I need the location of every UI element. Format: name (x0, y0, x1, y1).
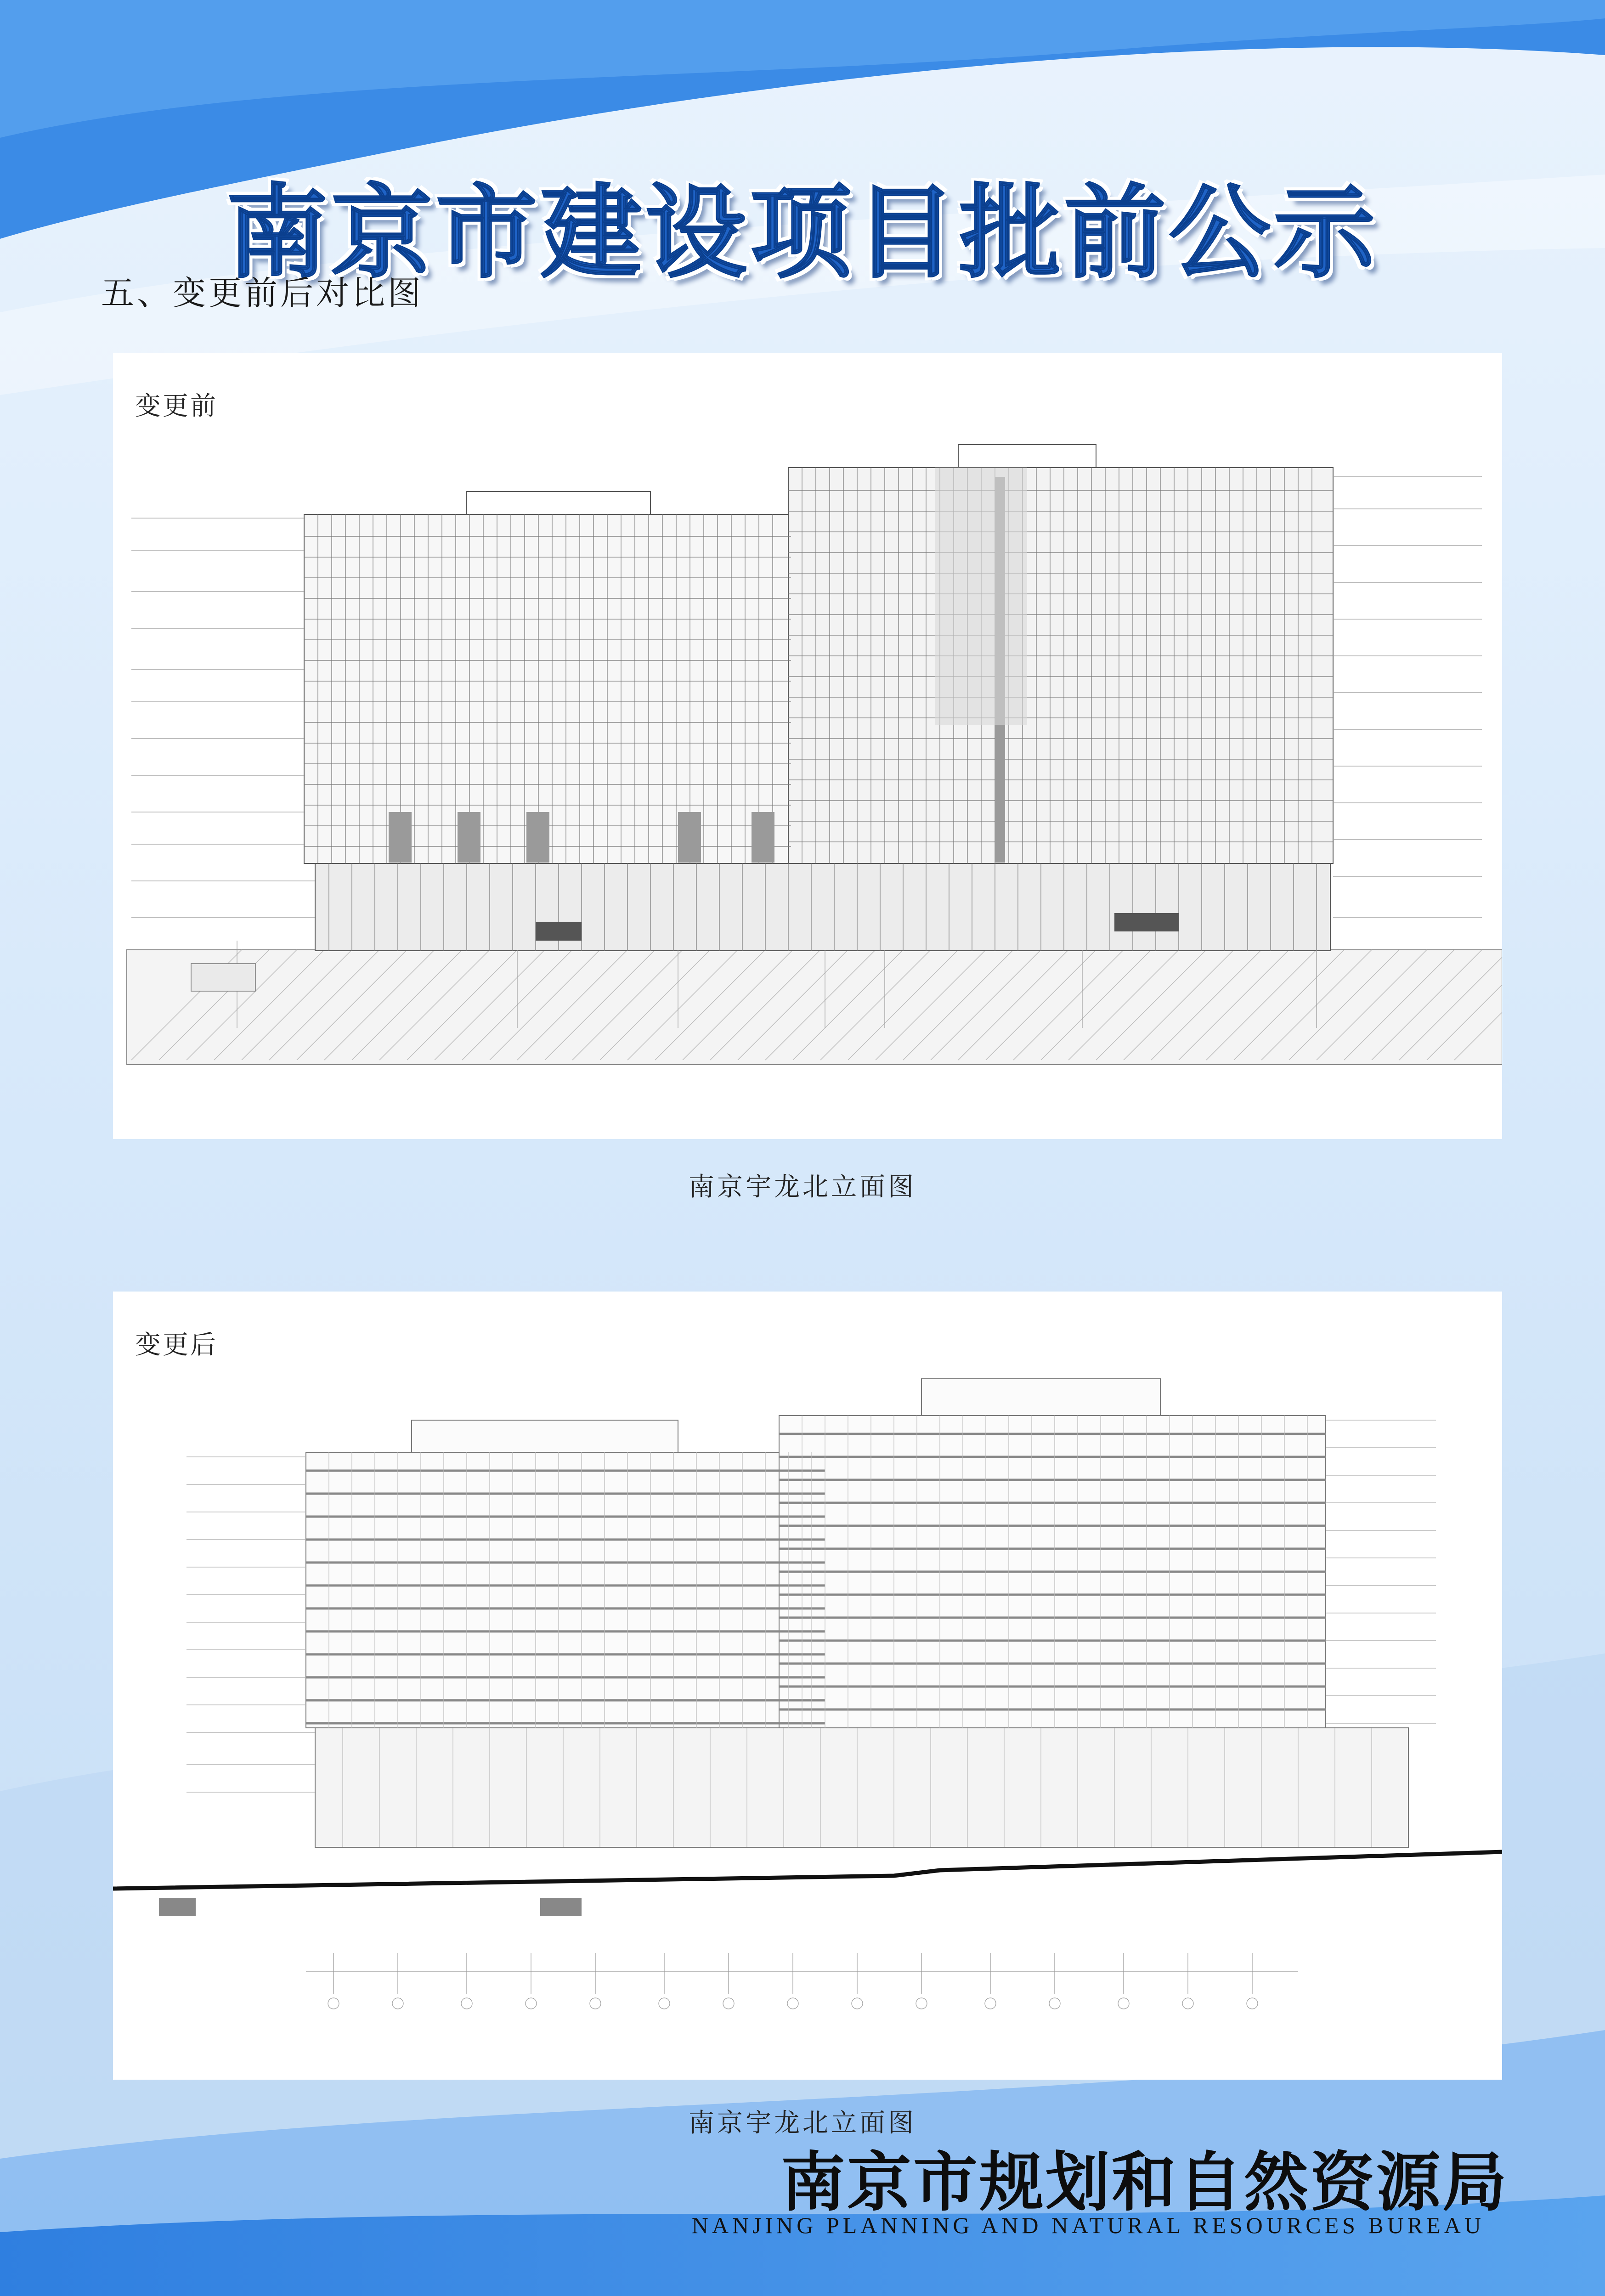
elevation-drawing-before (113, 353, 1502, 1139)
caption-after: 南京宇龙北立面图 (689, 2108, 916, 2138)
panel-label-before: 变更前 (135, 391, 218, 421)
agency-name-cn: 南京市规划和自然资源局 (780, 2145, 1509, 2220)
elevation-drawing-after (113, 1292, 1502, 2080)
agency-name-en: NANJING PLANNING AND NATURAL RESOURCES BUREAU (691, 2212, 1485, 2238)
drawing-panel-before (113, 353, 1502, 1139)
panel-label-after: 变更后 (135, 1330, 218, 1360)
section-heading: 五、变更前后对比图 (101, 274, 424, 312)
main-title: 南京市建设项目批前公示 (226, 173, 1379, 292)
caption-before: 南京宇龙北立面图 (689, 1172, 916, 1202)
drawing-panel-after (113, 1292, 1502, 2080)
